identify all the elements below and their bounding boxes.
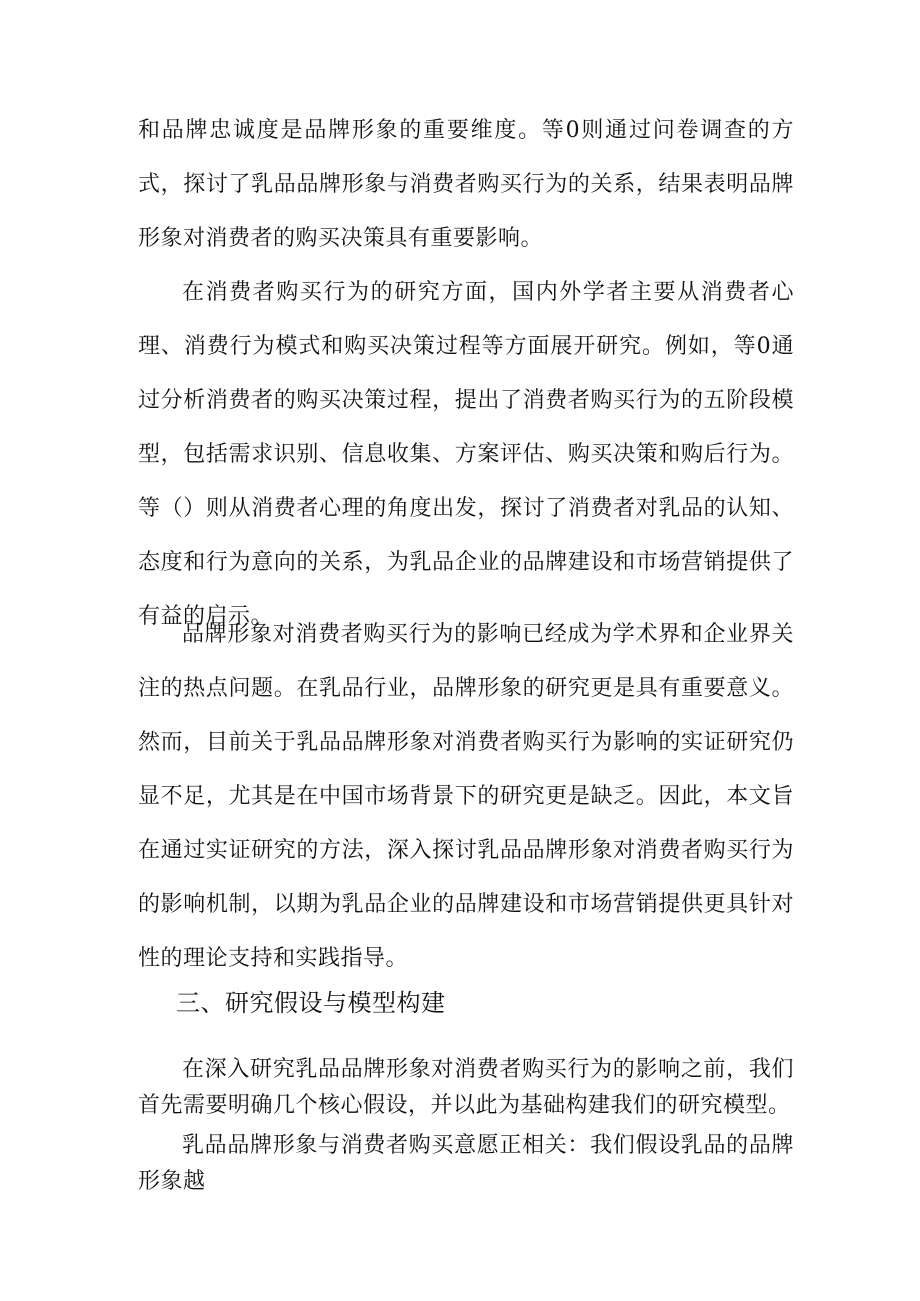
paragraph-brand-loyalty: 和品牌忠诚度是品牌形象的重要维度。等0则通过问卷调查的方式，探讨了乳品品牌形象与消费者购买行为的关系，结果表明品牌形象对消费者的购买决策具有重要影响。 bbox=[138, 118, 794, 251]
paragraph-research-significance: 品牌形象对消费者购买行为的影响已经成为学术界和企业界关注的热点问题。在乳品行业，品牌形象的研究更是具有重要意义。然而，目前关于乳品品牌形象对消费者购买行为影响的实证研究仍显不足，尤其是在中国市场背景下的研究更是缺乏。因此，本文旨在通过实证研究的方法，深入探讨乳品品牌形象对消费者购买行为的影响机制，以期为乳品企业的品牌建设和市场营销提供更具针对性的理论支持和实践指导。 bbox=[138, 622, 794, 971]
paragraph-consumer-behavior-research: 在消费者购买行为的研究方面，国内外学者主要从消费者心理、消费行为模式和购买决策过程等方面展开研究。例如，等0通过分析消费者的购买决策过程，提出了消费者购买行为的五阶段模型，包括需求识别、信息收集、方案评估、购买决策和购后行为。等（）则从消费者心理的角度出发，探讨了消费者对乳品的认知、态度和行为意向的关系，为乳品企业的品牌建设和市场营销提供了有益的启示。 bbox=[138, 280, 794, 629]
paragraph-hypotheses-intro: 在深入研究乳品品牌形象对消费者购买行为的影响之前，我们首先需要明确几个核心假设，并以此为基础构建我们的研究模型。 bbox=[138, 1057, 794, 1118]
section-heading: 三、研究假设与模型构建 bbox=[176, 989, 446, 1017]
paragraph-hypothesis-one: 乳品品牌形象与消费者购买意愿正相关：我们假设乳品的品牌形象越 bbox=[138, 1133, 794, 1194]
